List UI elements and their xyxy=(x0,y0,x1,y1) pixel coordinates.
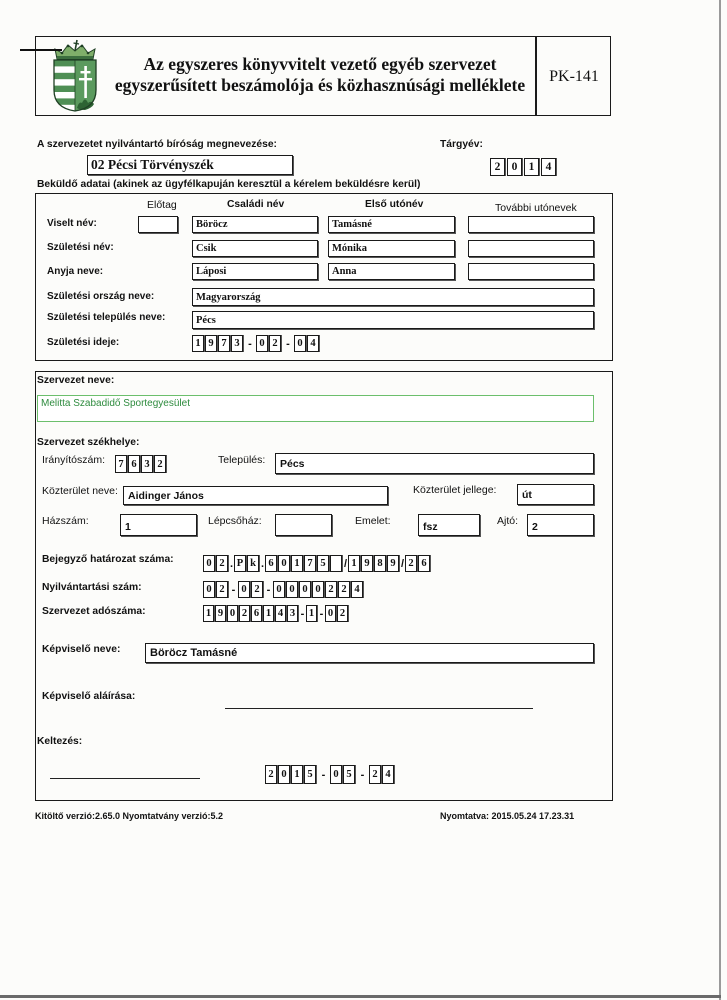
digit-box: 4 xyxy=(382,765,394,784)
used-name-first-field: Tamásné xyxy=(328,216,455,233)
digit-box: 0 xyxy=(238,581,250,598)
digit-box: 3 xyxy=(287,605,298,622)
digit-box: 1 xyxy=(348,555,360,572)
birth-name-other-field xyxy=(468,240,594,257)
digit-box: 1 xyxy=(203,605,214,622)
birth-country-field: Magyarország xyxy=(192,288,594,306)
digit-box: 0 xyxy=(203,555,215,572)
year-digits xyxy=(490,158,558,176)
digit-box: 6 xyxy=(418,555,430,572)
print-timestamp: Nyomtatva: 2015.05.24 17.23.31 xyxy=(440,811,575,821)
zip-digits xyxy=(115,455,167,473)
org-name-label: Szervezet neve: xyxy=(37,375,115,386)
org-seat-label: Szervezet székhelye: xyxy=(37,437,140,448)
digit-separator: - xyxy=(300,607,305,620)
floor-label: Emelet: xyxy=(355,515,391,527)
digit-box: 1 xyxy=(306,605,317,622)
floor-field: fsz xyxy=(418,514,480,536)
mother-name-first-field: Anna xyxy=(328,263,455,280)
digit-box: 2 xyxy=(337,605,348,622)
street-type-label: Közterület jellege: xyxy=(413,484,497,496)
digit-separator: . xyxy=(229,557,234,570)
digit-separator: - xyxy=(360,768,365,781)
digit-separator: - xyxy=(248,337,252,350)
tax-number-label: Szervezet adószáma: xyxy=(42,606,146,617)
digit-box: 1 xyxy=(263,605,274,622)
digit-box: 2 xyxy=(490,158,505,176)
court-label: A szervezetet nyilvántartó bíróság megnevezése: xyxy=(37,139,277,150)
column-first-name: Első utónév xyxy=(365,199,424,210)
digit-box: 1 xyxy=(192,335,204,352)
street-label: Közterület neve: xyxy=(42,485,118,497)
digit-box: 0 xyxy=(312,581,324,598)
column-prefix: Előtag xyxy=(147,199,177,211)
birth-place-label: Születési település neve: xyxy=(47,312,166,323)
version-info: Kitöltő verzió:2.65.0 Nyomtatvány verzió:5.2 xyxy=(35,811,224,821)
birth-name-family-field: Csik xyxy=(192,240,318,257)
digit-box: 3 xyxy=(141,455,153,473)
digit-separator: . xyxy=(260,557,265,570)
staircase-label: Lépcsőház: xyxy=(208,515,262,527)
signature-line xyxy=(225,708,533,709)
form-title xyxy=(106,54,534,96)
city-field: Pécs xyxy=(275,453,594,474)
digit-box: 0 xyxy=(278,555,290,572)
digit-box: 2 xyxy=(369,765,381,784)
digit-box: 2 xyxy=(216,555,228,572)
digit-box: 7 xyxy=(218,335,230,352)
door-label: Ajtó: xyxy=(497,515,519,527)
used-name-other-field xyxy=(468,216,594,233)
registry-number-label: Nyilvántartási szám: xyxy=(42,582,142,593)
place-line xyxy=(50,778,200,779)
digit-box: 2 xyxy=(405,555,417,572)
birth-date-label: Születési ideje: xyxy=(47,337,120,348)
digit-separator: - xyxy=(231,583,236,596)
birth-date-digits xyxy=(192,335,320,352)
digit-box: 2 xyxy=(265,765,277,784)
digit-box: 0 xyxy=(286,581,298,598)
column-other-names: További utónevek xyxy=(495,202,577,214)
digit-box: 2 xyxy=(338,581,350,598)
digit-box: 4 xyxy=(275,605,286,622)
digit-separator: - xyxy=(321,768,326,781)
digit-box: 5 xyxy=(317,555,329,572)
digit-box: 5 xyxy=(343,765,355,784)
ruling-number-digits xyxy=(203,555,431,572)
digit-box: 4 xyxy=(541,158,556,176)
digit-box: 9 xyxy=(387,555,399,572)
birth-place-field: Pécs xyxy=(192,311,594,329)
sender-heading: Beküldő adatai (akinek az ügyfélkapuján keresztül a kérelem beküldésre kerül) xyxy=(37,179,421,190)
representative-name-label: Képviselő neve: xyxy=(42,644,121,655)
mother-name-family-field: Láposi xyxy=(192,263,318,280)
digit-box: 1 xyxy=(524,158,539,176)
street-type-field: út xyxy=(517,484,594,505)
house-number-field: 1 xyxy=(120,514,197,536)
digit-box xyxy=(330,555,342,572)
row-label-used-name: Viselt név: xyxy=(47,218,97,229)
digit-box: 2 xyxy=(216,581,228,598)
digit-box: 1 xyxy=(291,555,303,572)
digit-box: 0 xyxy=(256,335,268,352)
representative-name-field: Böröcz Tamásné xyxy=(145,643,594,663)
form-code: PK-141 xyxy=(549,68,599,85)
digit-box: 0 xyxy=(299,581,311,598)
digit-box: 6 xyxy=(251,605,262,622)
scan-edge-bottom xyxy=(0,995,721,998)
door-field: 2 xyxy=(527,514,594,536)
city-label: Település: xyxy=(218,454,266,466)
digit-box: 2 xyxy=(154,455,166,473)
digit-box: 2 xyxy=(251,581,263,598)
date-label: Keltezés: xyxy=(37,736,83,747)
digit-box: k xyxy=(247,555,259,572)
date-digits xyxy=(265,765,395,784)
digit-separator: / xyxy=(343,557,348,570)
digit-box: 0 xyxy=(325,605,336,622)
signature-label: Képviselő aláírása: xyxy=(42,691,136,702)
digit-box: 4 xyxy=(307,335,319,352)
digit-box: 7 xyxy=(115,455,127,473)
digit-separator: - xyxy=(319,607,324,620)
birth-name-first-field: Mónika xyxy=(328,240,455,257)
digit-box: 4 xyxy=(351,581,363,598)
row-label-birth-name: Születési név: xyxy=(47,242,114,253)
digit-box: 0 xyxy=(294,335,306,352)
digit-box: 6 xyxy=(128,455,140,473)
digit-box: 5 xyxy=(304,765,316,784)
street-field: Aidinger János xyxy=(123,486,388,505)
digit-box: 7 xyxy=(304,555,316,572)
court-name-field: 02 Pécsi Törvényszék xyxy=(87,155,293,175)
digit-box: 0 xyxy=(278,765,290,784)
house-number-label: Házszám: xyxy=(42,515,89,527)
digit-box: 0 xyxy=(507,158,522,176)
digit-box: 9 xyxy=(361,555,373,572)
column-family-name: Családi név xyxy=(227,199,285,210)
scan-edge-right xyxy=(719,0,721,1000)
digit-separator: - xyxy=(286,337,290,350)
form-title-line-2: egyszerűsített beszámolója és közhasznúsági melléklete xyxy=(114,75,526,95)
org-name-field: Melitta Szabadidő Sportegyesület xyxy=(37,395,594,422)
form-title-line-1: Az egyszeres könyvvitelt vezető egyéb szervezet xyxy=(143,54,497,74)
mother-name-other-field xyxy=(468,263,594,280)
zip-label: Irányítószám: xyxy=(42,454,106,466)
digit-box: 6 xyxy=(265,555,277,572)
scan-mark xyxy=(20,49,62,51)
digit-box: 1 xyxy=(291,765,303,784)
used-name-prefix-field xyxy=(138,216,178,233)
tax-number-digits xyxy=(203,605,349,622)
digit-box: 0 xyxy=(203,581,215,598)
birth-country-label: Születési ország neve: xyxy=(47,291,155,302)
digit-box: 0 xyxy=(227,605,238,622)
row-label-mother-name: Anyja neve: xyxy=(47,266,104,277)
digit-box: 3 xyxy=(231,335,243,352)
digit-box: 0 xyxy=(330,765,342,784)
digit-box: 8 xyxy=(374,555,386,572)
digit-separator: - xyxy=(266,583,271,596)
year-label: Tárgyév: xyxy=(440,139,483,150)
staircase-field xyxy=(275,514,332,536)
used-name-family-field: Böröcz xyxy=(192,216,318,233)
digit-box: P xyxy=(234,555,246,572)
registry-number-digits xyxy=(203,581,364,598)
digit-box: 2 xyxy=(325,581,337,598)
digit-box: 0 xyxy=(273,581,285,598)
digit-box: 9 xyxy=(215,605,226,622)
digit-box: 9 xyxy=(205,335,217,352)
digit-separator: / xyxy=(400,557,405,570)
ruling-number-label: Bejegyző határozat száma: xyxy=(42,554,174,565)
digit-box: 2 xyxy=(269,335,281,352)
digit-box: 2 xyxy=(239,605,250,622)
